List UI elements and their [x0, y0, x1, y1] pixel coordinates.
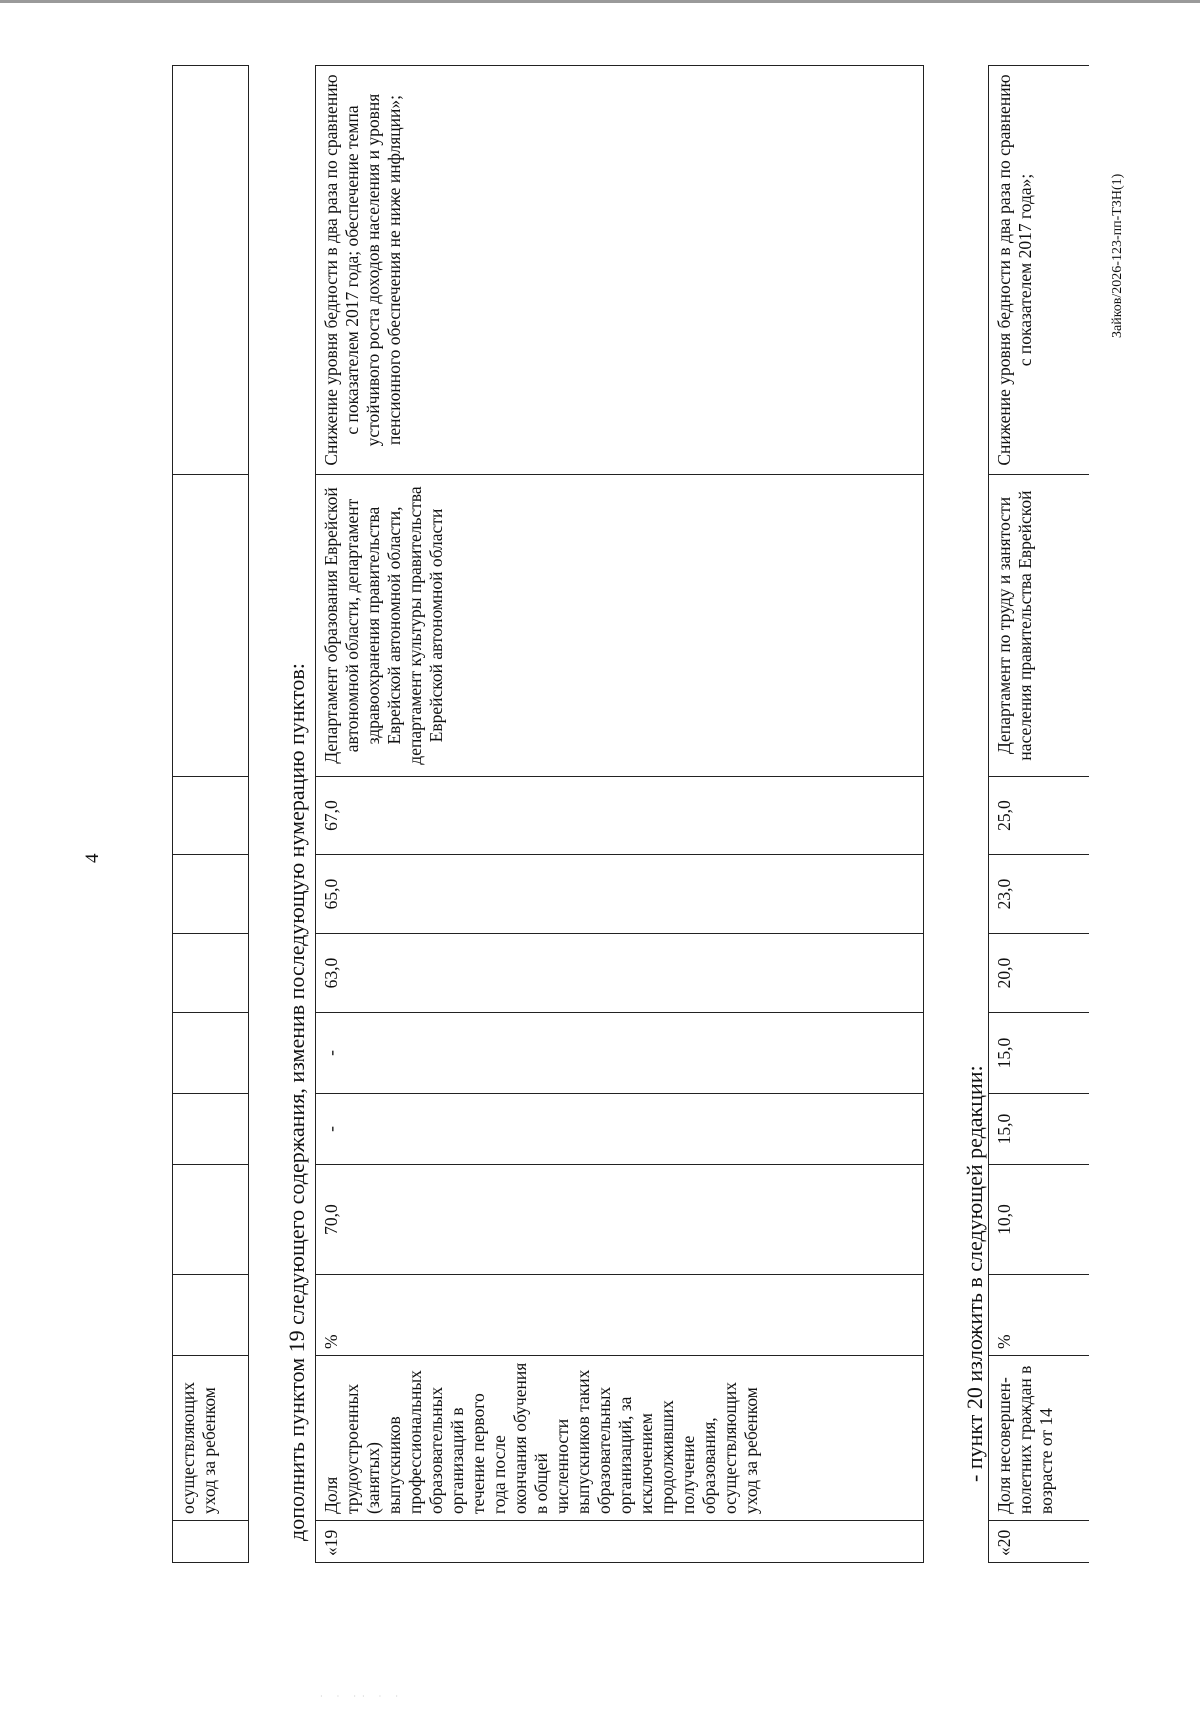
- table-row-19: [315, 65, 924, 1563]
- table-prev-fragment: [172, 65, 249, 1563]
- row19-value-1: 70,0: [316, 1164, 924, 1274]
- footer-document-code: Зайков/2026-123-пп-ТЗН(1): [1110, 173, 1125, 338]
- table-prev-num: [173, 1520, 249, 1562]
- table-prev-value-5: [173, 854, 249, 933]
- table-prev-unit: [173, 1274, 249, 1355]
- table-prev-indicator: осуществляющих уход за ребенком: [173, 1355, 249, 1520]
- row19-value-6: 67,0: [316, 776, 924, 854]
- table-row-20: [988, 65, 1089, 1563]
- table-prev-responsible: [173, 474, 249, 776]
- row19-value-5: 65,0: [316, 854, 924, 933]
- row20-responsible: Департамент по труду и занятости населения правительства Еврейской: [989, 474, 1089, 776]
- table-prev-value-6: [173, 776, 249, 854]
- table-prev-value-2: [173, 1093, 249, 1164]
- row20-unit: %: [989, 1274, 1089, 1355]
- row20-value-1: 10,0: [989, 1164, 1089, 1274]
- instruction-add-point: дополнить пунктом 19 следующего содержания, изменив последующую нумерацию пунктов:: [284, 663, 309, 1541]
- row19-num: «19: [316, 1520, 924, 1562]
- row20-value-6: 25,0: [989, 776, 1089, 854]
- row19-responsible: Департамент образования Еврейской автономной области, департамент здравоохранения правительства Еврейской автономной области, департамент культуры правительства Еврейской автономной области: [316, 474, 924, 776]
- row20-value-2: 15,0: [989, 1093, 1089, 1164]
- row19-value-2: -: [316, 1093, 924, 1164]
- instruction-edit-point: - пункт 20 изложить в следующей редакции:: [962, 1065, 987, 1482]
- row19-indicator: Доля трудоустроенных (занятых) выпускников профессиональных образовательных организаций в течение первого года после окончания обучения в общей численности выпускников таких образовательных организаций, за исключением продолживших получение образования, осуществляющих уход за ребенком: [316, 1355, 924, 1520]
- row20-num: «20: [989, 1520, 1089, 1562]
- table-prev-value-1: [173, 1164, 249, 1274]
- scan-artifact: · · ·· · ·: [320, 1692, 404, 1701]
- row19-value-3: -: [316, 1012, 924, 1093]
- table-prev-goal: [173, 65, 249, 474]
- table-prev-value-3: [173, 1012, 249, 1093]
- row20-goal: Снижение уровня бедности в два раза по сравнению с показателем 2017 года»;: [989, 65, 1089, 474]
- page-number: 4: [82, 853, 103, 863]
- row20-value-4: 20,0: [989, 933, 1089, 1012]
- row20-value-5: 23,0: [989, 854, 1089, 933]
- row20-indicator: Доля несовершен-нолетних граждан в возрасте от 14: [989, 1355, 1089, 1520]
- table-prev-value-4: [173, 933, 249, 1012]
- row19-unit: %: [316, 1274, 924, 1355]
- row20-value-3: 15,0: [989, 1012, 1089, 1093]
- row19-value-4: 63,0: [316, 933, 924, 1012]
- row19-goal: Снижение уровня бедности в два раза по сравнению с показателем 2017 года; обеспечение темпа устойчивого роста доходов населения и уровня пенсионного обеспечения не ниже инфляции»;: [316, 65, 924, 474]
